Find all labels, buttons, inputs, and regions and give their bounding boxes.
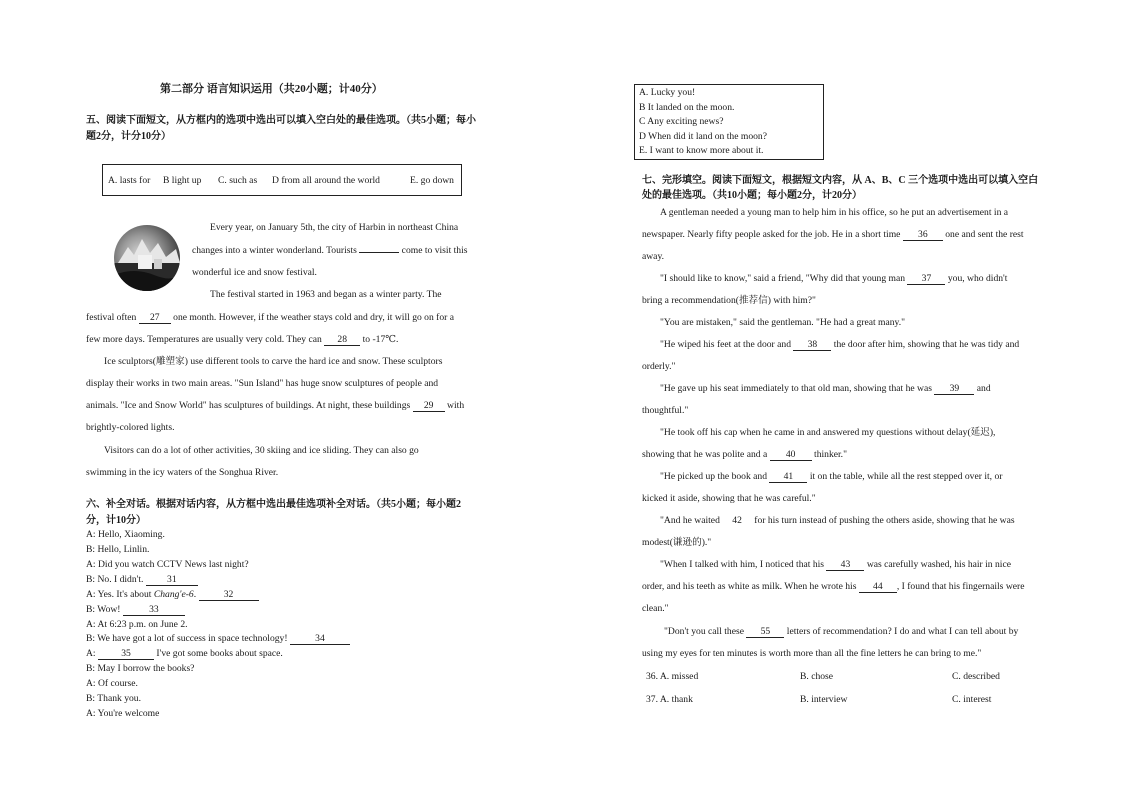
passage-line: swimming in the icy waters of the Songhua River.	[86, 467, 279, 478]
question-37-option-b: B. interview	[800, 694, 848, 705]
passage-line: clean."	[642, 603, 669, 614]
passage-line: "He took off his cap when he came in and answered my questions without delay(延迟),	[660, 427, 996, 438]
dialogue-line: B: May I borrow the books?	[86, 663, 195, 674]
section-7-instruction-cont: 处的最佳选项。（共10小题；每小题2分，计20分）	[642, 190, 862, 201]
blank-36: 36	[903, 230, 943, 241]
passage-line: "You are mistaken," said the gentleman. "He had a great many."	[660, 317, 906, 328]
section-5-instruction-cont: 题2分，计分10分）	[86, 131, 171, 142]
passage-line: away.	[642, 251, 665, 262]
option-b: B It landed on the moon.	[639, 102, 735, 113]
blank-31: 31	[146, 575, 198, 586]
dialogue-line: B: Hello, Linlin.	[86, 544, 150, 555]
blank-38: 38	[793, 340, 831, 351]
dialogue-line: A: At 6:23 p.m. on June 2.	[86, 619, 188, 630]
passage-line: modest(谦逊的)."	[642, 537, 712, 548]
dialogue-line: B: We have got a lot of success in space technology! 34	[86, 634, 350, 645]
blank-43: 43	[826, 560, 864, 571]
question-36-option-a: 36. A. missed	[646, 671, 699, 682]
blank-32: 32	[199, 590, 259, 601]
passage-line: festival often 27 one month. However, if the weather stays cold and dry, it will go on for a	[86, 312, 455, 323]
passage-line: order, and his teeth as white as milk. When he wrote his 44 , I found that his fingernails were	[642, 581, 1025, 592]
option-e: E. I want to know more about it.	[639, 145, 764, 156]
blank-27: 27	[139, 313, 171, 324]
blank-44: 44	[859, 582, 897, 593]
passage-line: display their works in two main areas. "Sun Island" has huge snow sculptures of people and	[86, 378, 439, 389]
passage-line: kicked it aside, showing that he was careful."	[642, 493, 816, 504]
passage-line: wonderful ice and snow festival.	[192, 267, 317, 278]
passage-line: showing that he was polite and a 40 thinker."	[642, 449, 847, 460]
option-c: C Any exciting news?	[639, 116, 724, 127]
option-c: C. such as	[218, 175, 258, 186]
passage-line: Every year, on January 5th, the city of Harbin in northeast China	[210, 222, 459, 233]
blank-39: 39	[934, 384, 974, 395]
dialogue-line: A: Did you watch CCTV News last night?	[86, 559, 249, 570]
passage-line: The festival started in 1963 and began as a winter party. The	[210, 289, 442, 300]
question-36-option-b: B. chose	[800, 671, 834, 682]
passage-line: A gentleman needed a young man to help him in his office, so he put an advertisement in a	[660, 207, 1009, 218]
question-36-option-c: C. described	[952, 671, 1000, 682]
option-d: D When did it land on the moon?	[639, 131, 767, 142]
section-5-instruction: 五、阅读下面短文，从方框内的选项中选出可以填入空白处的最佳选项。（共5小题；每小	[86, 115, 476, 126]
ice-festival-photo	[114, 225, 180, 291]
blank-26	[359, 252, 399, 253]
passage-line: "And he waited 42 for his turn instead of pushing the others aside, showing that he was	[660, 515, 1015, 526]
passage-line: Visitors can do a lot of other activities, 30 skiing and ice sliding. They can also go	[104, 445, 419, 456]
blank-41: 41	[769, 472, 807, 483]
dialogue-line: A: Of course.	[86, 678, 138, 689]
passage-line: "He wiped his feet at the door and 38 the door after him, showing that he was tidy and	[660, 339, 1020, 350]
option-a: A. Lucky you!	[639, 87, 696, 98]
dialogue-line: A: Hello, Xiaoming.	[86, 529, 165, 540]
section-6-instruction: 六、补全对话。根据对话内容，从方框中选出最佳选项补全对话。（共5小题；每小题2	[86, 499, 461, 510]
passage-line: changes into a winter wonderland. Tourists come to visit this	[192, 245, 468, 256]
passage-line: Ice sculptors(雕塑家) use different tools to carve the hard ice and snow. These sculptors	[104, 356, 443, 367]
passage-line: using my eyes for ten minutes is worth more than all the fine letters he can bring to me."	[642, 648, 982, 659]
dialogue-line: B: No. I didn't. 31	[86, 575, 198, 586]
passage-line: bring a recommendation(推荐信) with him?"	[642, 295, 816, 306]
question-37-option-c: C. interest	[952, 694, 992, 705]
question-37-option-a: 37. A. thank	[646, 694, 693, 705]
option-d: D from all around the world	[272, 175, 380, 186]
option-e: E. go down	[410, 175, 454, 186]
option-b: B light up	[163, 175, 202, 186]
part-title: 第二部分 语言知识运用（共20小题；计40分）	[160, 83, 383, 95]
dialogue-line: B: Thank you.	[86, 693, 141, 704]
dialogue-line: A: 35 I've got some books about space.	[86, 648, 283, 659]
blank-34: 34	[290, 634, 350, 645]
blank-42: 42	[732, 515, 742, 526]
section-7-instruction: 七、完形填空。阅读下面短文，根据短文内容，从 A、B、C 三个选项中选出可以填入空白	[642, 175, 1039, 186]
blank-37: 37	[907, 274, 945, 285]
passage-line: animals. "Ice and Snow World" has sculptures of buildings. At night, these buildings 29 with	[86, 400, 465, 411]
passage-line: "He gave up his seat immediately to that old man, showing that he was 39 and	[660, 383, 991, 394]
blank-45: 55	[746, 627, 784, 638]
section-6-instruction-cont: 分，计10分）	[86, 515, 146, 526]
option-a: A. lasts for	[108, 175, 151, 186]
blank-35: 35	[98, 649, 154, 660]
blank-30: 30	[255, 445, 265, 456]
passage-line: "He picked up the book and 41 it on the table, while all the rest stepped over it, or	[660, 471, 1003, 482]
blank-40: 40	[770, 450, 812, 461]
passage-line: "Don't you call these 55 letters of recommendation? I do and what I can tell about by	[664, 626, 1019, 637]
passage-line: brightly-colored lights.	[86, 422, 175, 433]
dialogue-line: A: Yes. It's about Chang'e-6. 32	[86, 590, 259, 601]
passage-line: thoughtful."	[642, 405, 689, 416]
dialogue-line: A: You're welcome	[86, 708, 160, 719]
dialogue-line: B: Wow! 33	[86, 605, 185, 616]
blank-28: 28	[324, 335, 360, 346]
passage-line: newspaper. Nearly fifty people asked for the job. He in a short time 36 one and sent the rest	[642, 229, 1024, 240]
blank-29: 29	[413, 401, 445, 412]
passage-line: few more days. Temperatures are usually very cold. They can 28 to -17℃.	[86, 334, 399, 345]
passage-line: "I should like to know," said a friend, "Why did that young man 37 you, who didn't	[660, 273, 1008, 284]
passage-line: "When I talked with him, I noticed that his 43 was carefully washed, his hair in nice	[660, 559, 1011, 570]
blank-33: 33	[123, 605, 185, 616]
passage-line: orderly."	[642, 361, 676, 372]
